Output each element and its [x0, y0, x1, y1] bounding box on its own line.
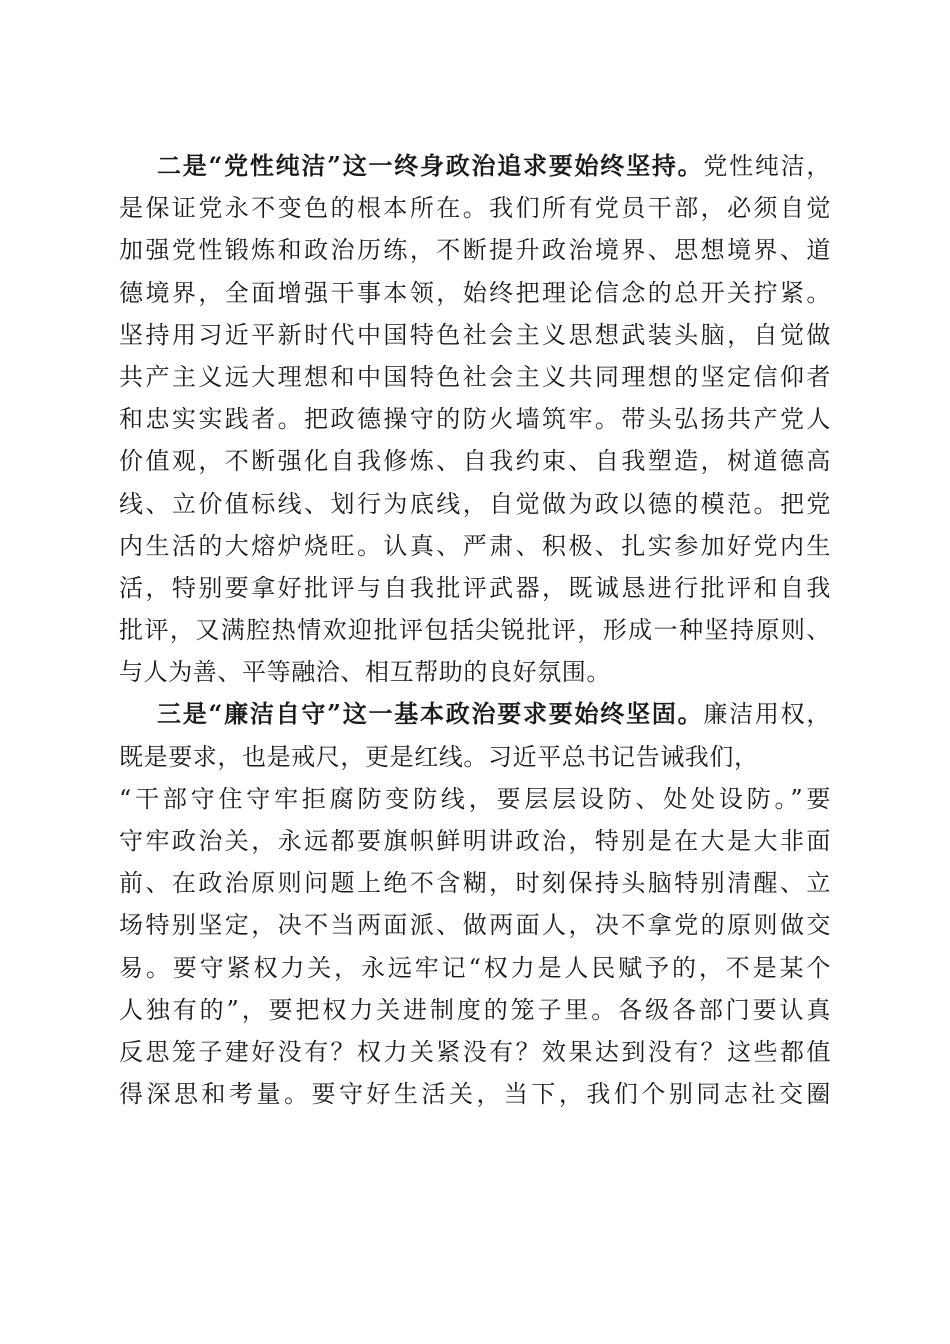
paragraph-line: 加强党性锻炼和政治历练，不断提升政治境界、思想境界、道	[119, 236, 831, 265]
paragraph-line: 既是要求，也是戒尺，更是红线。习近平总书记告诫我们，	[119, 742, 759, 771]
paragraph-line: 人独有的”，要把权力关进制度的笼子里。各级各部门要认真	[119, 995, 831, 1024]
document-body	[119, 145, 831, 1115]
paragraph-line: 三是“廉洁自守”这一基本政治要求要始终坚固。廉洁用权，	[157, 699, 831, 729]
paragraph-line: 价值观，不断强化自我修炼、自我约束、自我塑造，树道德高	[119, 447, 831, 476]
paragraph-line: 活，特别要拿好批评与自我批评武器，既诚恳进行批评和自我	[119, 573, 831, 602]
paragraph-line: 批评，又满腔热情欢迎批评包括尖锐批评，形成一种坚持原则、	[119, 616, 831, 645]
paragraph-line: 线、立价值标线、划行为底线，自觉做为政以德的模范。把党	[119, 489, 831, 518]
paragraph-line: 德境界，全面增强干事本领，始终把理论信念的总开关拧紧。	[119, 278, 831, 307]
paragraph-line: 坚持用习近平新时代中国特色社会主义思想武装头脑，自觉做	[119, 320, 831, 349]
paragraph-party-purity	[119, 145, 831, 693]
paragraph-line: 反思笼子建好没有？权力关紧没有？效果达到没有？这些都值	[119, 1037, 831, 1066]
paragraph-heading: 二是“党性纯洁”这一终身政治追求要始终坚持。	[157, 151, 704, 180]
paragraph-line: 内生活的大熔炉烧旺。认真、严肃、积极、扎实参加好党内生	[119, 531, 831, 560]
paragraph-line: 与人为善、平等融洽、相互帮助的良好氛围。	[119, 658, 611, 687]
paragraph-line: 共产主义远大理想和中国特色社会主义共同理想的坚定信仰者	[119, 362, 831, 391]
paragraph-line: 是保证党永不变色的根本所在。我们所有党员干部，必须自觉	[119, 194, 831, 223]
paragraph-line: 和忠实实践者。把政德操守的防火墙筑牢。带头弘扬共产党人	[119, 405, 831, 434]
paragraph-line: 前、在政治原则问题上绝不含糊，时刻保持头脑特别清醒、立	[119, 869, 831, 898]
paragraph-integrity	[119, 693, 831, 1115]
paragraph-heading: 三是“廉洁自守”这一基本政治要求要始终坚固。	[157, 699, 704, 729]
paragraph-line: 场特别坚定，决不当两面派、做两面人，决不拿党的原则做交	[119, 911, 831, 940]
paragraph-line: 易。要守紧权力关，永远牢记“权力是人民赋予的，不是某个	[119, 953, 831, 982]
paragraph-line: 守牢政治关，永远都要旗帜鲜明讲政治，特别是在大是大非面	[119, 827, 831, 855]
paragraph-line: 二是“党性纯洁”这一终身政治追求要始终坚持。党性纯洁，	[157, 151, 831, 180]
paragraph-line: “干部守住守牢拒腐防变防线，要层层设防、处处设防。”要	[119, 784, 831, 813]
paragraph-line: 得深思和考量。要守好生活关，当下，我们个别同志社交圈	[119, 1080, 831, 1109]
